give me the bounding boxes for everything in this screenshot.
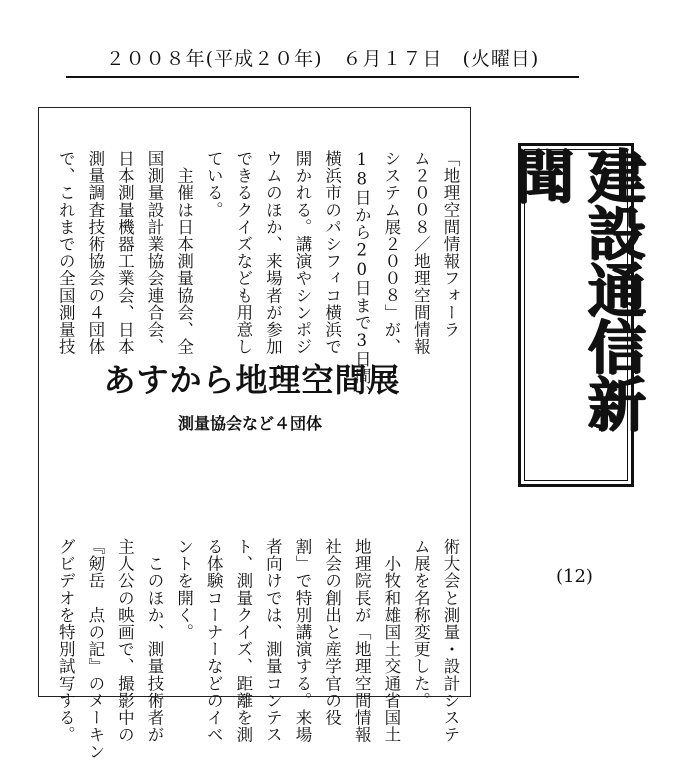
text-column: システム展２００８」が、 (381, 150, 401, 356)
text-column: ム展を名称変更した。 (411, 538, 431, 709)
text-column: 術大会と測量・設計システ (441, 538, 460, 744)
text-column: ている。 (204, 150, 224, 219)
text-column: 測量調査技術協会の４団体 (85, 150, 105, 356)
text-column: 『剱岳 点の記』のメーキン (85, 538, 105, 761)
text-column: 主催は日本測量協会、全 (174, 150, 194, 356)
text-column: ントを開く。 (174, 538, 194, 641)
text-column: できるクイズなども用意し (233, 150, 253, 356)
text-column: グビデオを特別試写する。 (56, 538, 76, 744)
text-column: 者向けでは、測量コンテス (263, 538, 283, 744)
text-column: 地理院長が「地理空間情報 (352, 538, 372, 744)
article-headline: あすから地理空間展 (103, 361, 401, 399)
text-column: 国測量設計業協会連合会、 (145, 150, 164, 356)
text-column: 18日から20日まで3日間、 (352, 150, 372, 402)
text-column: ト、測量クイズ、距離を測 (233, 538, 253, 744)
text-column: 小牧和雄国土交通省国土 (381, 538, 401, 744)
text-column: ム２００８／地理空間情報 (411, 150, 431, 356)
article-clipping (38, 107, 471, 761)
text-column: 社会の創出と産学官の役 (322, 538, 342, 727)
dateline: ２００８年(平成２０年) ６月１７日 (火曜日) (105, 48, 540, 70)
text-column: 割」で特別講演する。来場 (293, 538, 312, 744)
text-column: 開かれる。講演やシンポジ (293, 150, 312, 356)
newspaper-masthead (506, 143, 646, 487)
text-column: 主人公の映画で、撮影中の (115, 538, 135, 744)
page-number: (12) (556, 566, 593, 587)
text-column: ウムのほか、来場者が参加 (263, 150, 283, 356)
article-bottom-text (39, 108, 470, 761)
text-column: 横浜市のパシフィコ横浜で (322, 150, 342, 356)
text-column: る体験コーナーなどのイベ (204, 538, 224, 744)
text-column: このほか、測量技術者が (145, 538, 164, 744)
text-column: 「地理空間情報フォーラ (441, 150, 460, 339)
masthead-title: 建設通信新聞 (506, 146, 646, 431)
dateline-rule (66, 76, 579, 78)
article-subheadline: 測量協会など４団体 (177, 414, 322, 433)
text-column: 日本測量機器工業会、日本 (115, 150, 135, 356)
text-column: で、これまでの全国測量技 (56, 150, 76, 356)
